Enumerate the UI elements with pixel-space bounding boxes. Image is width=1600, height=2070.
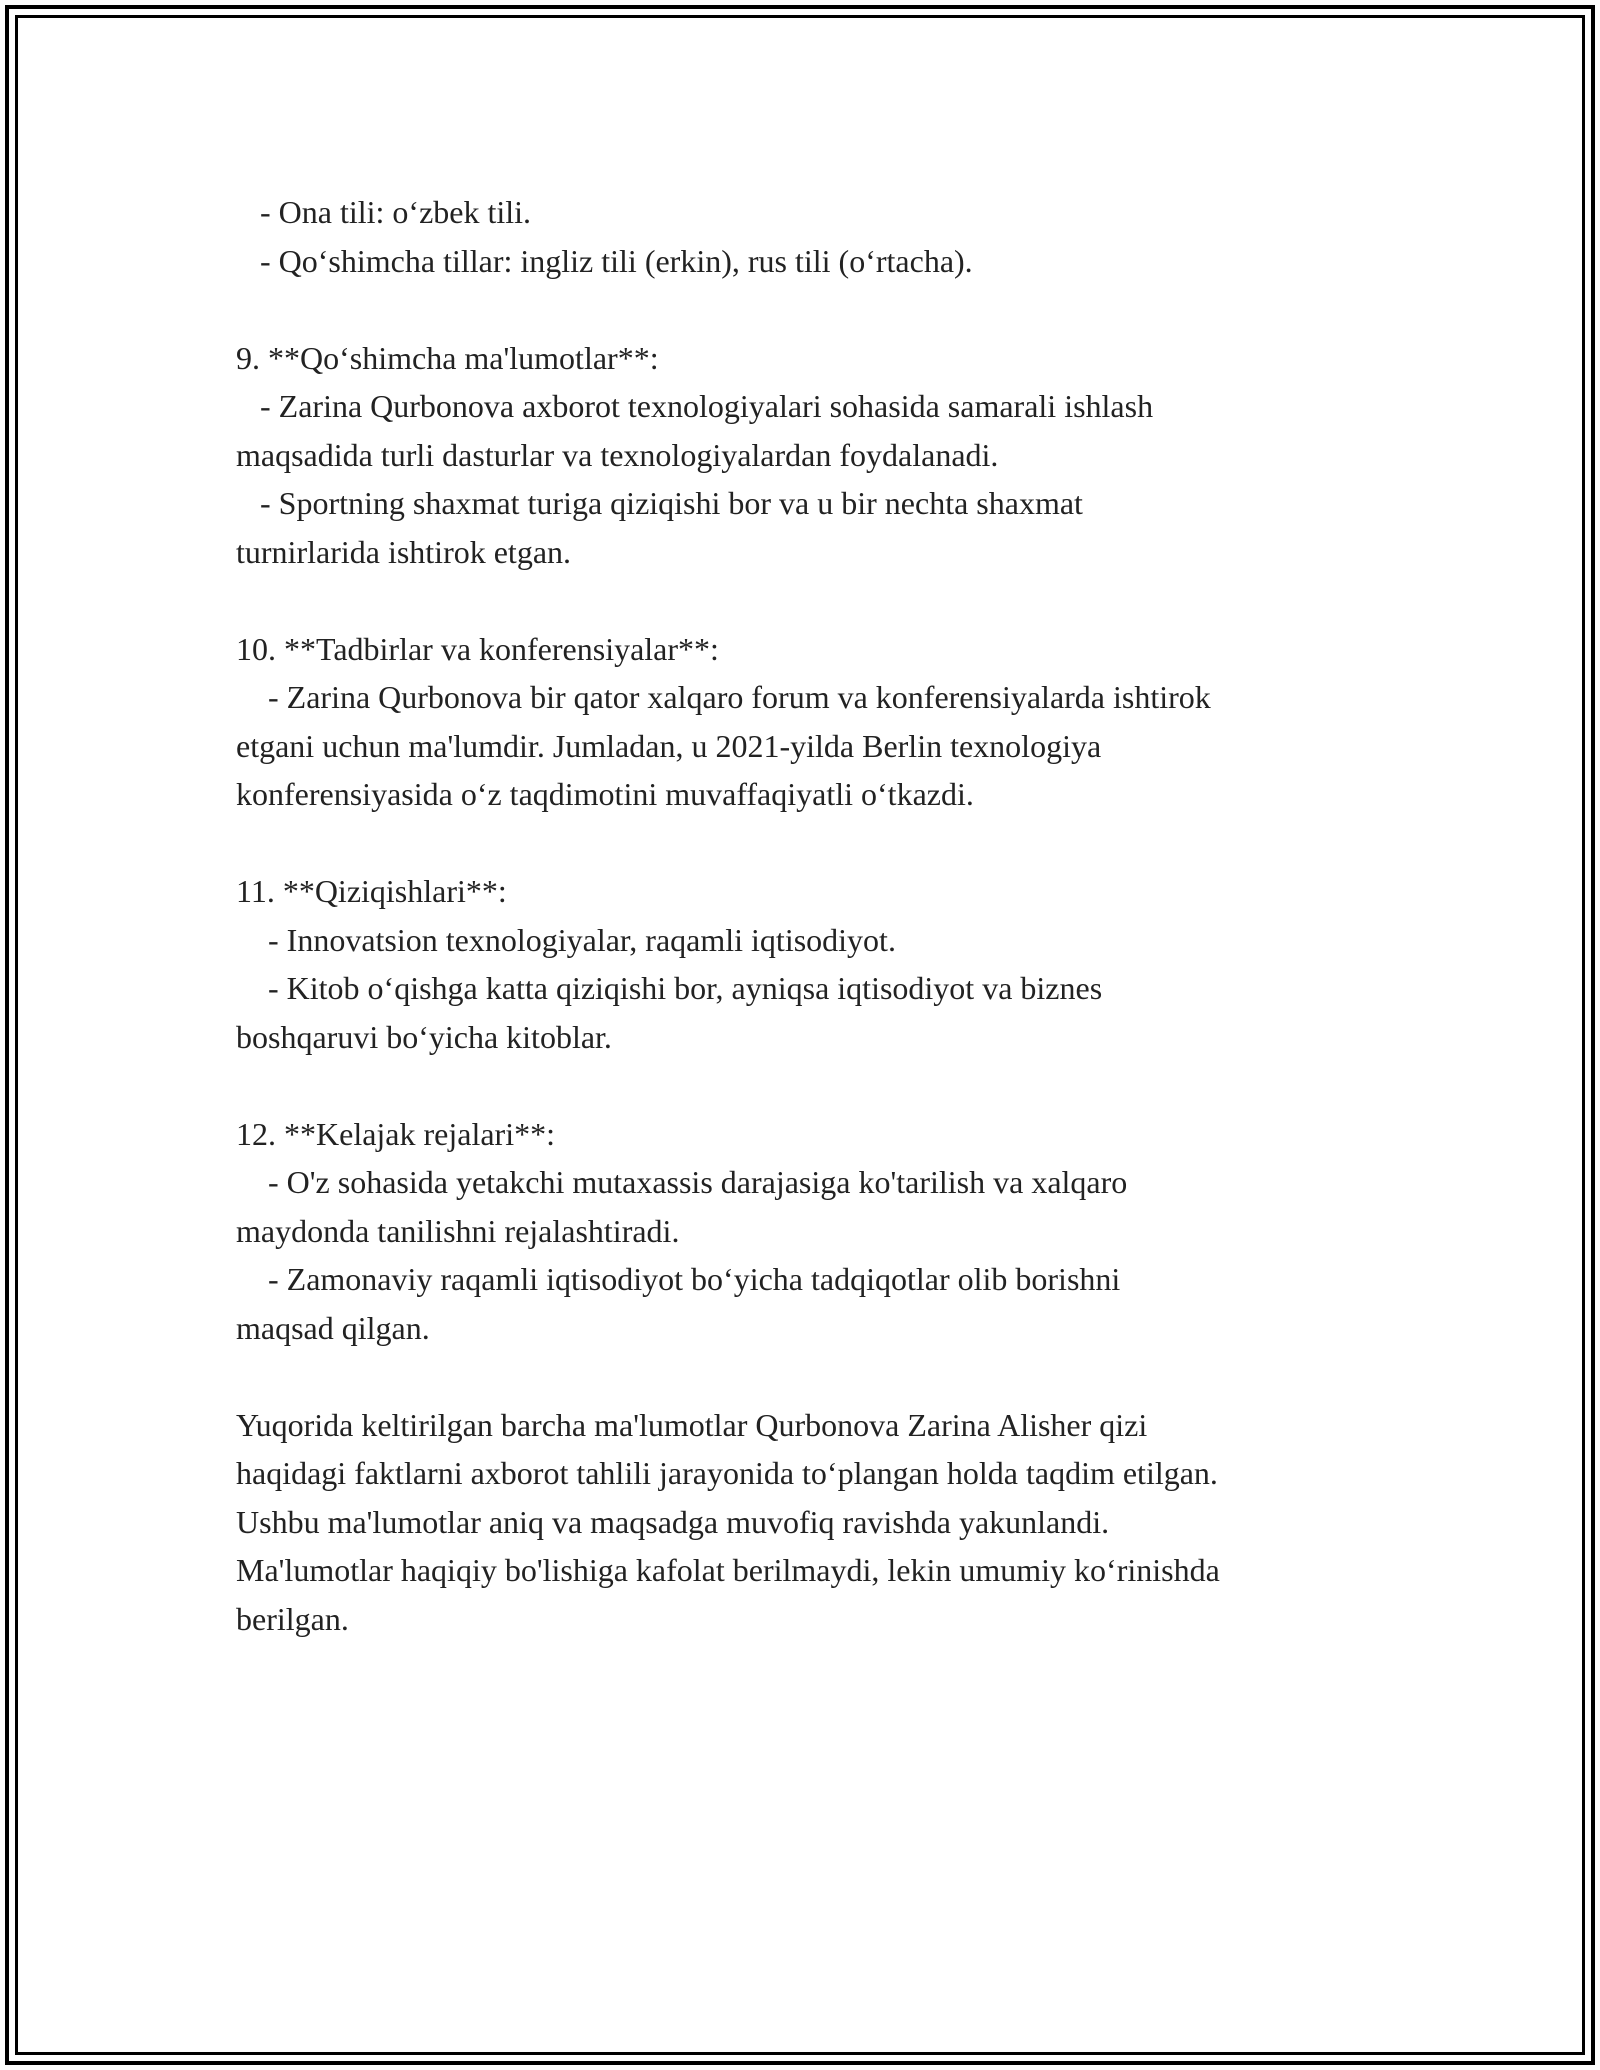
blank-line bbox=[236, 1061, 1436, 1110]
blank-line bbox=[236, 1352, 1436, 1401]
text-line: etgani uchun ma'lumdir. Jumladan, u 2021-yilda Berlin texnologiya bbox=[236, 727, 1102, 764]
section-heading: 12. **Kelajak rejalari**: bbox=[236, 1115, 555, 1152]
text-line: - Ona tili: o‘zbek tili. bbox=[236, 194, 532, 230]
text-line: - Kitob o‘qishga katta qiziqishi bor, ayniqsa iqtisodiyot va biznes bbox=[236, 970, 1103, 1006]
blank-line bbox=[236, 819, 1436, 868]
closing-paragraph-line: berilgan. bbox=[236, 1600, 349, 1637]
document-body bbox=[236, 188, 1436, 1643]
section-heading: 10. **Tadbirlar va konferensiyalar**: bbox=[236, 630, 719, 667]
section-heading: 9. **Qo‘shimcha ma'lumotlar**: bbox=[236, 339, 659, 376]
text-line: turnirlarida ishtirok etgan. bbox=[236, 533, 572, 570]
closing-paragraph-line: haqidagi faktlarni axborot tahlili jarayonida to‘plangan holda taqdim etilgan. bbox=[236, 1455, 1218, 1491]
text-line: - Innovatsion texnologiyalar, raqamli iqtisodiyot. bbox=[236, 921, 896, 958]
closing-paragraph-line: Yuqorida keltirilgan barcha ma'lumotlar Qurbonova Zarina Alisher qizi bbox=[236, 1406, 1148, 1443]
closing-paragraph-line: Ushbu ma'lumotlar aniq va maqsadga muvofiq ravishda yakunlandi. bbox=[236, 1503, 1110, 1540]
text-line: - Qo‘shimcha tillar: ingliz tili (erkin), rus tili (o‘rtacha). bbox=[236, 242, 973, 279]
text-line: maqsadida turli dasturlar va texnologiyalardan foydalanadi. bbox=[236, 436, 999, 473]
text-line: - O'z sohasida yetakchi mutaxassis darajasiga ko'tarilish va xalqaro bbox=[236, 1164, 1128, 1200]
text-line: maydonda tanilishni rejalashtiradi. bbox=[236, 1212, 680, 1249]
text-line: - Zamonaviy raqamli iqtisodiyot bo‘yicha tadqiqotlar olib borishni bbox=[236, 1261, 1121, 1297]
blank-line bbox=[236, 576, 1436, 625]
blank-line bbox=[236, 285, 1436, 334]
text-line: - Sportning shaxmat turiga qiziqishi bor va u bir nechta shaxmat bbox=[236, 485, 1083, 521]
text-line: - Zarina Qurbonova bir qator xalqaro forum va konferensiyalarda ishtirok bbox=[236, 679, 1211, 715]
text-line: - Zarina Qurbonova axborot texnologiyalari sohasida samarali ishlash bbox=[236, 388, 1154, 424]
section-heading: 11. **Qiziqishlari**: bbox=[236, 873, 507, 909]
text-line: konferensiyasida o‘z taqdimotini muvaffaqiyatli o‘tkazdi. bbox=[236, 776, 974, 812]
text-line: maqsad qilgan. bbox=[236, 1309, 430, 1346]
closing-paragraph-line: Ma'lumotlar haqiqiy bo'lishiga kafolat berilmaydi, lekin umumiy ko‘rinishda bbox=[236, 1552, 1220, 1588]
text-line: boshqaruvi bo‘yicha kitoblar. bbox=[236, 1018, 612, 1055]
